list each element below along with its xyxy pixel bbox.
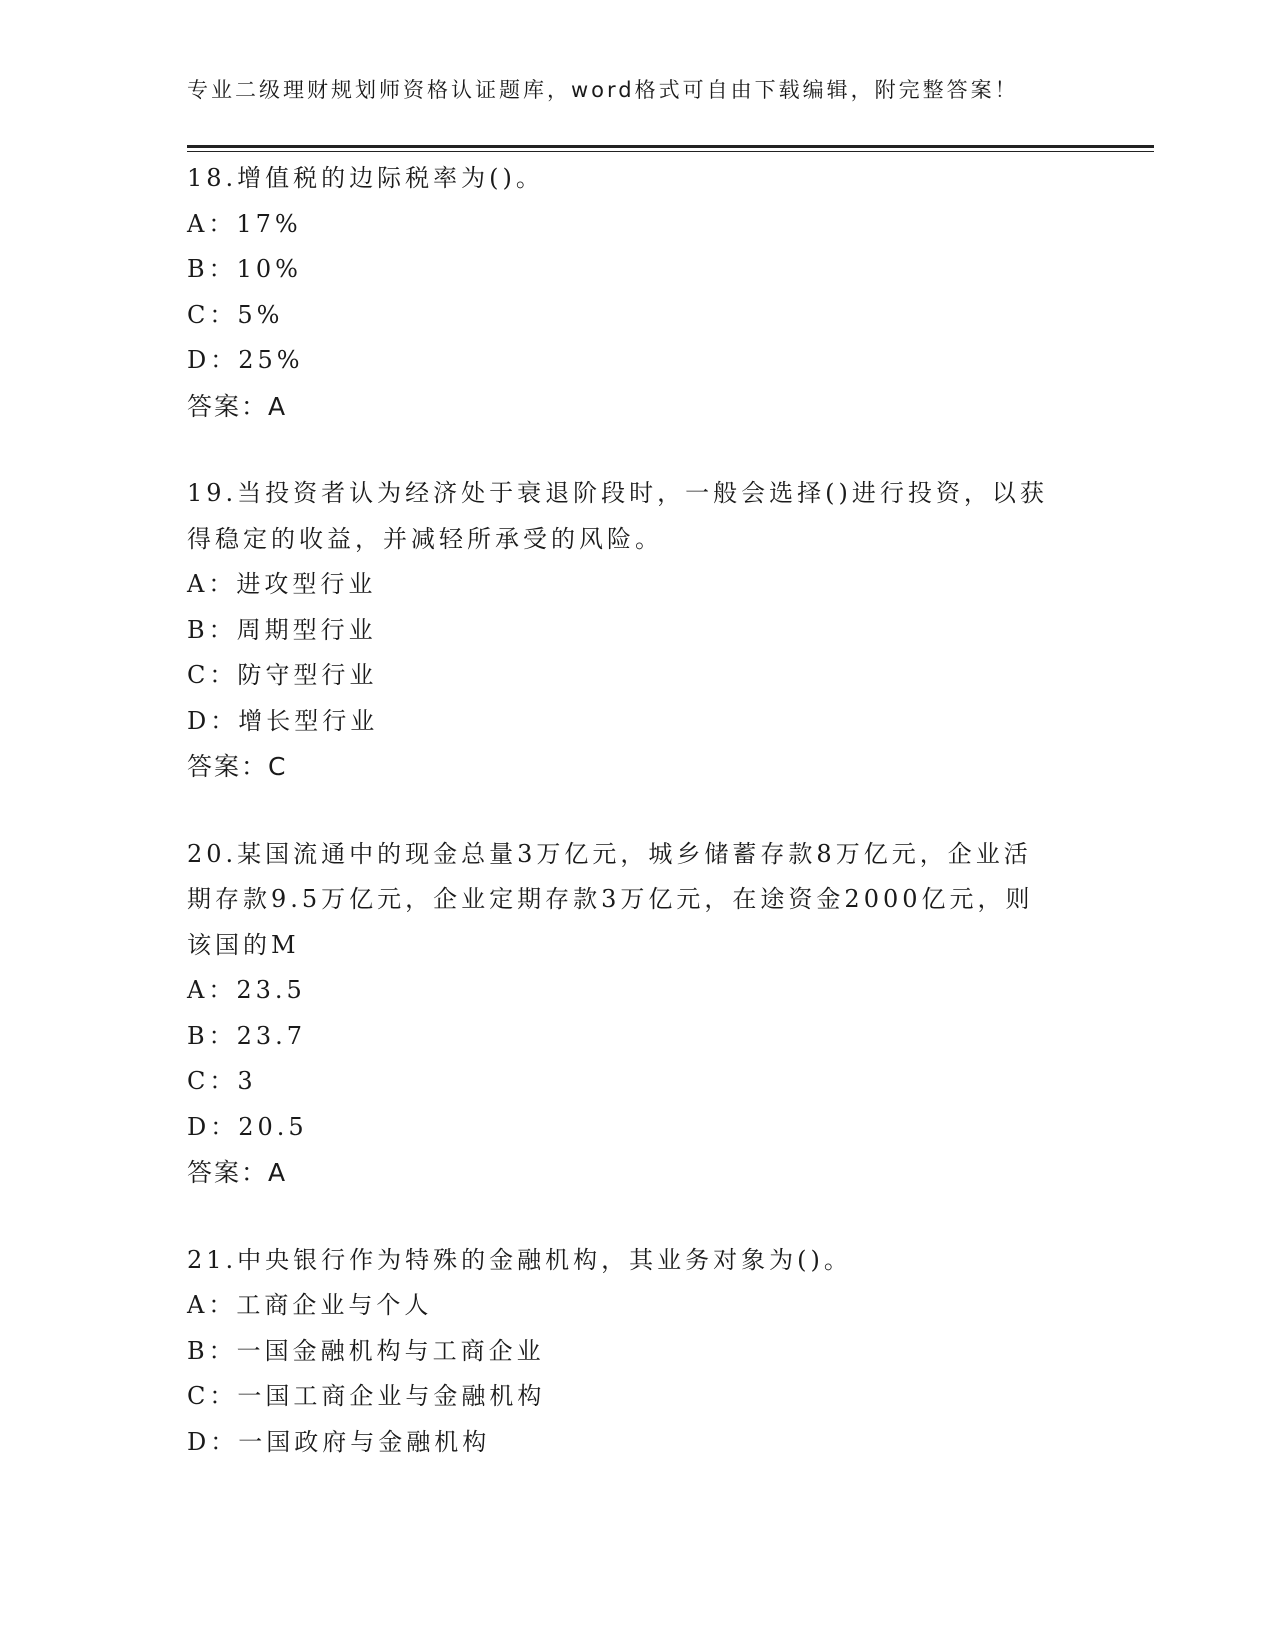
page-header: 专业二级理财规划师资格认证题库，word格式可自由下载编辑，附完整答案！ [187, 78, 1019, 102]
option-a: A：进攻型行业 [187, 570, 377, 598]
option-c: C：5% [187, 300, 284, 329]
option-d: D：25% [187, 346, 304, 374]
answer-text: 答案：C [187, 752, 288, 781]
option-b: B：一国金融机构与工商企业 [187, 1336, 545, 1365]
question-list [187, 156, 1087, 1507]
question-text: 20.某国流通中的现金总量3万亿元，城乡储蓄存款8万亿元，企业活 [187, 839, 1032, 868]
question-text: 该国的M [187, 930, 300, 959]
option-d: D：增长型行业 [187, 706, 379, 735]
option-d: D：一国政府与金融机构 [187, 1427, 491, 1456]
option-b: B：10% [187, 255, 302, 283]
answer-text: 答案：A [187, 391, 288, 421]
option-c: C：一国工商企业与金融机构 [187, 1382, 546, 1410]
option-c: C：3 [187, 1067, 257, 1095]
question-18 [187, 156, 1087, 429]
question-19 [187, 471, 1087, 790]
option-a: A：23.5 [187, 976, 306, 1004]
option-c: C：防守型行业 [187, 661, 378, 689]
question-text: 期存款9.5万亿元，企业定期存款3万亿元，在途资金2000亿元，则 [187, 885, 1034, 913]
option-a: A：17% [187, 209, 302, 238]
question-21 [187, 1238, 1087, 1466]
question-text: 18.增值税的边际税率为()。 [187, 164, 544, 192]
question-text: 19.当投资者认为经济处于衰退阶段时，一般会选择()进行投资，以获 [187, 479, 1048, 507]
question-text: 得稳定的收益，并减轻所承受的风险。 [187, 524, 663, 553]
answer-text: 答案：A [187, 1158, 288, 1187]
question-20 [187, 832, 1087, 1196]
question-text: 21.中央银行作为特殊的金融机构，其业务对象为()。 [187, 1245, 852, 1274]
option-a: A：工商企业与个人 [187, 1291, 433, 1319]
option-b: B：周期型行业 [187, 615, 377, 644]
option-b: B：23.7 [187, 1021, 307, 1050]
header-divider [187, 145, 1154, 152]
option-d: D：20.5 [187, 1112, 308, 1141]
